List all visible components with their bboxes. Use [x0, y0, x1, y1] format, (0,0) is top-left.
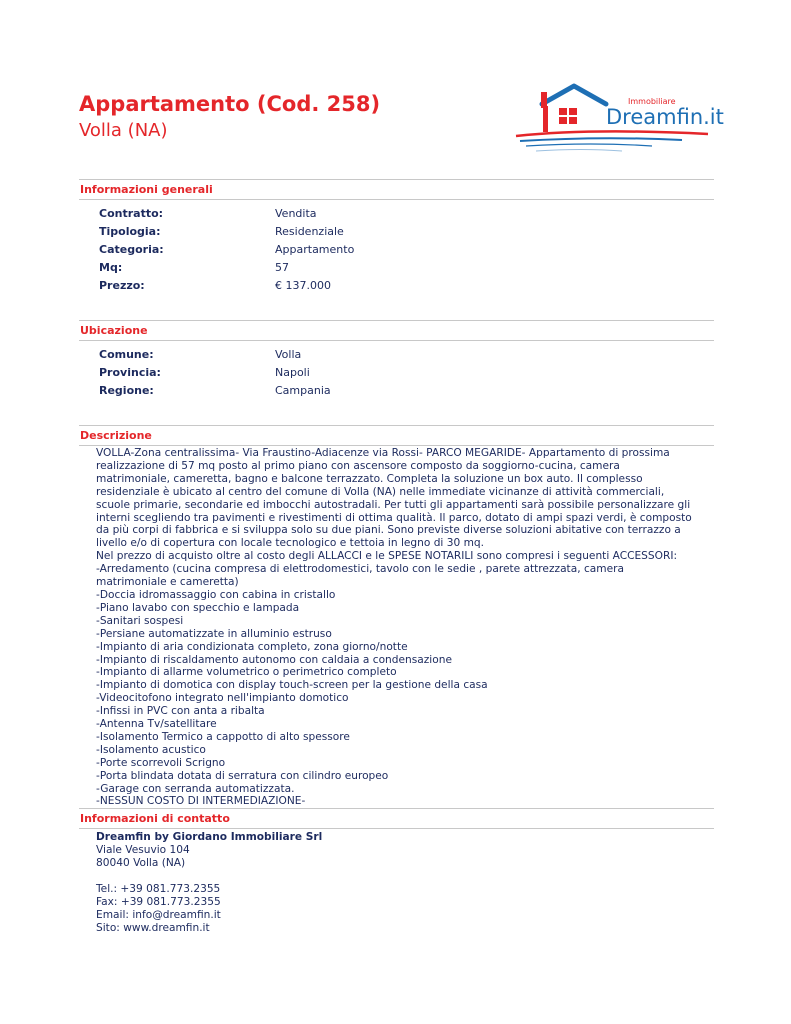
description-line: -Sanitari sospesi [96, 614, 184, 627]
description-line: -Porte scorrevoli Scrigno [96, 756, 226, 769]
info-value: 57 [275, 261, 289, 274]
contact-heading: Informazioni di contatto [79, 808, 714, 829]
description-line: -Impianto di riscaldamento autonomo con caldaia a condensazione [96, 653, 452, 666]
description-line: -Persiane automatizzate in alluminio estruso [96, 627, 332, 640]
description-line: -Arredamento (cucina compresa di elettrodomestici, tavolo con le sedie , parete attrezzata, camera matrimoniale e cameretta) [96, 563, 624, 589]
description-line: -Antenna Tv/satellitare [96, 718, 217, 731]
info-value: Appartamento [275, 243, 355, 256]
contact-email: Email: info@dreamfin.it [96, 909, 221, 921]
location-label: Regione: [99, 384, 154, 397]
location-label: Provincia: [99, 366, 161, 379]
info-value: Vendita [275, 207, 317, 220]
dreamfin-logo [512, 78, 724, 158]
contact-block [96, 831, 322, 935]
listing-location: Volla (NA) [79, 120, 168, 141]
description-heading: Descrizione [79, 425, 714, 446]
description-text [96, 447, 696, 808]
location-value: Campania [275, 384, 331, 397]
info-value: Residenziale [275, 225, 344, 238]
logo-big-text: Dreamfin.it [606, 105, 724, 129]
description-line: -Impianto di domotica con display touch-screen per la gestione della casa [96, 679, 488, 692]
description-line: Nel prezzo di acquisto oltre al costo degli ALLACCI e le SPESE NOTARILI sono compresi i seguenti ACCESSORI: [96, 550, 678, 563]
info-label: Contratto: [99, 207, 164, 220]
info-value: € 137.000 [275, 279, 331, 292]
location-label: Comune: [99, 348, 154, 361]
description-line: -Impianto di allarme volumetrico o perimetrico completo [96, 666, 397, 679]
description-line: -Videocitofono integrato nell'impianto domotico [96, 692, 349, 705]
listing-title: Appartamento (Cod. 258) [79, 92, 381, 116]
info-label: Prezzo: [99, 279, 145, 292]
description-line: -Isolamento acustico [96, 743, 206, 756]
contact-address-street: Viale Vesuvio 104 [96, 844, 190, 856]
description-line: -Porta blindata dotata di serratura con cilindro europeo [96, 769, 389, 782]
description-line: -Garage con serranda automatizzata. [96, 782, 295, 795]
description-intro: VOLLA-Zona centralissima- Via Fraustino-Adiacenze via Rossi- PARCO MEGARIDE- Appartamento di prossima realizzazione di 57 mq posto al primo piano con ascensore composto da soggiorno-cucina, camera matrimoniale, cameretta, bagno e balcone terrazzato. Completa la soluzione un box auto. Il complesso residenziale è ubicato al centro del comune di Volla (NA) nelle immediate vicinanze di attività commerciali, scuole primarie, secondarie ed imbocchi autostradali. Per tutti gli appartamenti sarà possibile personalizzare gli interni scegliendo tra pavimenti e rivestimenti di ottima qualità. Il parco, dotato di ampi spazi verdi, è composto da più corpi di fabbrica e si sviluppa solo su due piani. Sono previste diverse soluzioni abitative con terrazzo a livello e/o di copertura con locale tecnologico e tettoia in legno di 30 mq. [96, 447, 692, 550]
description-line: -Doccia idromassaggio con cabina in cristallo [96, 588, 336, 601]
description-line: -Impianto di aria condizionata completo, zona giorno/notte [96, 640, 408, 653]
general-info-heading: Informazioni generali [79, 179, 714, 200]
info-label: Mq: [99, 261, 123, 274]
logo-small-text: Immobiliare [628, 97, 676, 106]
location-value: Napoli [275, 366, 310, 379]
contact-company: Dreamfin by Giordano Immobiliare Srl [96, 831, 323, 843]
contact-phone: Tel.: +39 081.773.2355 [96, 883, 221, 895]
contact-fax: Fax: +39 081.773.2355 [96, 896, 221, 908]
description-line: -NESSUN COSTO DI INTERMEDIAZIONE- [96, 795, 306, 808]
description-line: -Piano lavabo con specchio e lampada [96, 601, 300, 614]
location-heading: Ubicazione [79, 320, 714, 341]
description-line: -Infissi in PVC con anta a ribalta [96, 705, 265, 718]
location-value: Volla [275, 348, 302, 361]
description-line: -Isolamento Termico a cappotto di alto spessore [96, 730, 350, 743]
contact-address-city: 80040 Volla (NA) [96, 857, 186, 869]
info-label: Tipologia: [99, 225, 161, 238]
contact-website: Sito: www.dreamfin.it [96, 922, 210, 934]
info-label: Categoria: [99, 243, 164, 256]
